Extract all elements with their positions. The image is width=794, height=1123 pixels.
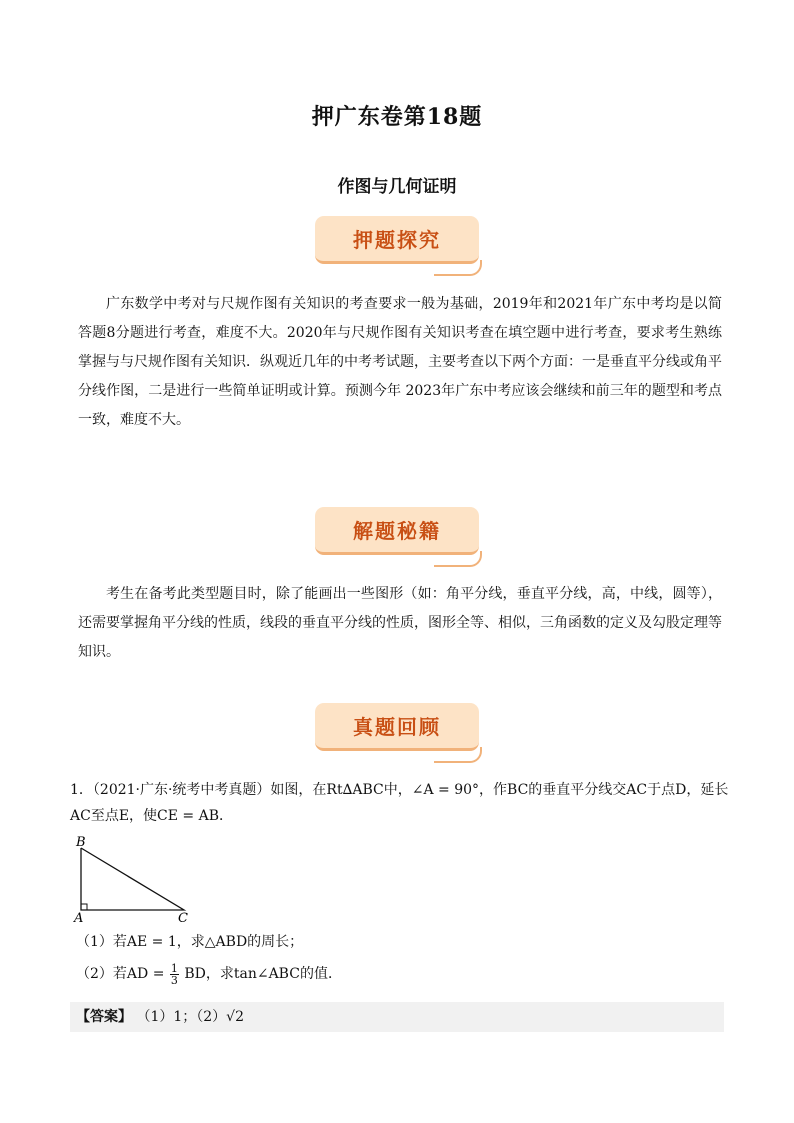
question-part-1: （1）若AE = 1，求△ABD的周长； <box>76 934 304 950</box>
badge-tail-explore <box>434 260 482 276</box>
fraction-numerator: 1 <box>170 961 178 975</box>
page-title: 押广东卷第18题 <box>311 104 483 130</box>
right-angle-mark <box>81 904 87 910</box>
badge-tail-review <box>434 747 482 763</box>
fraction-one-third <box>170 963 179 986</box>
question-stem: 1．（2021·广东·统考中考真题）如图，在Rt∆ABC中，∠A = 90°，作BC的垂直平分线交AC于点D，延长AC至点E，使CE = AB． <box>70 782 729 824</box>
page-subtitle: 作图与几何证明 <box>337 177 457 197</box>
question-part-2 <box>76 962 342 986</box>
triangle-abc <box>81 848 184 910</box>
vertex-label-c: C <box>178 911 188 926</box>
section-badge-secrets: 解题秘籍 <box>315 507 479 555</box>
part2-prefix: （2）若AD = <box>76 966 165 982</box>
secrets-paragraph: 考生在备考此类型题目时，除了能画出一些图形（如：角平分线，垂直平分线，高，中线，圆等），还需要掌握角平分线的性质，线段的垂直平分线的性质，图形全等、相似，三角函数的定义及勾股定理等知识。 <box>78 586 722 660</box>
vertex-label-a: A <box>74 911 84 926</box>
answer-label: 【答案】 <box>76 1009 132 1025</box>
fraction-denominator: 3 <box>170 973 178 987</box>
vertex-label-b: B <box>76 835 86 850</box>
answer-bar <box>70 1002 724 1032</box>
section-badge-explore: 押题探究 <box>315 216 479 264</box>
triangle-figure <box>70 834 200 926</box>
badge-tail-secrets <box>434 551 482 567</box>
explore-paragraph: 广东数学中考对与尺规作图有关知识的考查要求一般为基础，2019年和2021年广东中考均是以简答题8分题进行考查，难度不大。2020年与尺规作图有关知识考查在填空题中进行考查，要求考生熟练掌握与与尺规作图有关知识．纵观近几年的中考考试题，主要考查以下两个方面：一是垂直平分线或角平分线作图，二是进行一些简单证明或计算。预测今年 2023年广东中考应该会继续和前三年的题型和考点一致，难度不大。 <box>78 296 722 428</box>
answer-text: （1）1；（2）√2 <box>136 1009 245 1025</box>
part2-suffix: BD，求tan∠ABC的值． <box>184 966 342 982</box>
section-badge-review: 真题回顾 <box>315 703 479 751</box>
